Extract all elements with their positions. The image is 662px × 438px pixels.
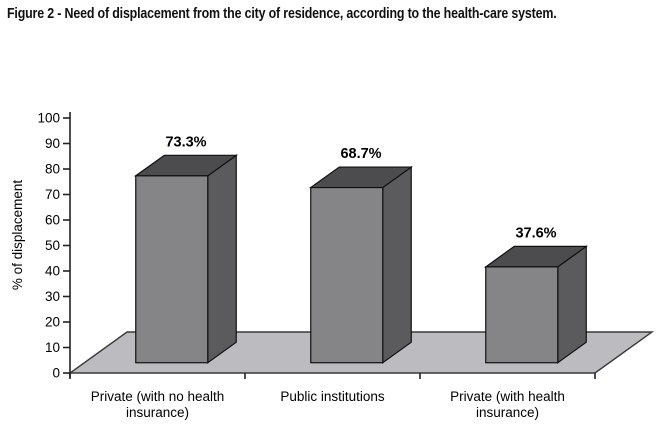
bar-value-label: 73.3% — [165, 134, 207, 151]
bar-front-face — [136, 176, 208, 363]
category-label: Private (with health — [450, 389, 565, 404]
y-tick-label: 70 — [44, 187, 60, 202]
figure-title: Figure 2 - Need of displacement from the city of residence, according to the health-care system. — [7, 6, 557, 22]
bar-side-face — [208, 155, 237, 362]
bar-value-label: 68.7% — [340, 146, 382, 163]
y-tick-label: 90 — [44, 136, 60, 151]
y-tick-label: 80 — [44, 161, 60, 177]
y-axis-title: % of displacement — [10, 179, 25, 291]
category-label: Private (with no health — [90, 389, 225, 404]
bar-side-face — [383, 167, 412, 363]
bar-front-face — [311, 188, 383, 363]
y-tick-label: 10 — [44, 340, 60, 355]
category-label: insurance) — [475, 405, 540, 420]
y-tick-label: 40 — [44, 263, 60, 279]
category-label: Public institutions — [280, 389, 385, 404]
bar-front-face — [486, 267, 558, 363]
bar-value-label: 37.6% — [515, 225, 557, 242]
y-tick-label: 0 — [52, 365, 60, 381]
y-tick-label: 20 — [44, 314, 60, 330]
y-tick-label: 60 — [44, 212, 60, 228]
y-tick-label: 50 — [44, 238, 60, 253]
y-tick-label: 30 — [44, 289, 60, 304]
y-tick-label: 100 — [37, 110, 60, 126]
category-label: insurance) — [125, 405, 190, 420]
